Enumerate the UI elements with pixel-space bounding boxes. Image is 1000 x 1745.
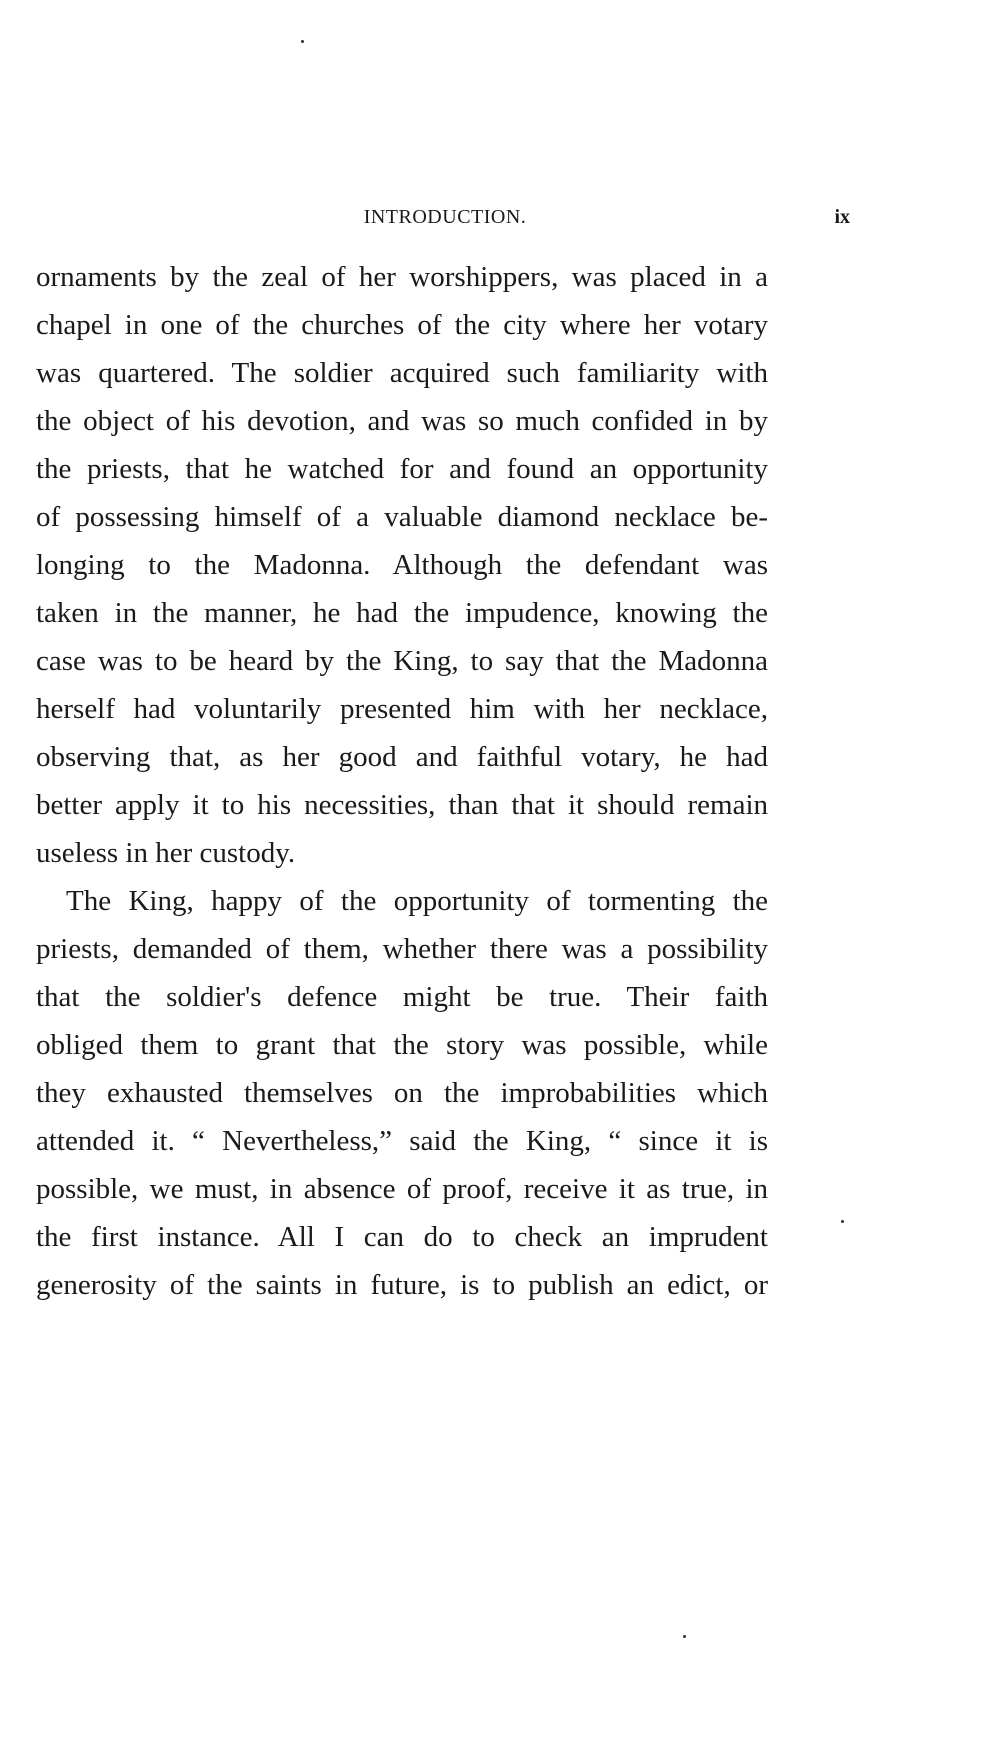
- text-line: generosity of the saints in future, is to publish an edict, or: [36, 1269, 768, 1301]
- text-line: priests, demanded of them, whether there was a possibility: [36, 933, 768, 965]
- text-line: the first instance. All I can do to check an imprudent: [36, 1221, 768, 1253]
- ink-speck-bottom: [683, 1635, 686, 1638]
- text-line: of possessing himself of a valuable diamond necklace be-: [36, 501, 768, 533]
- text-line: obliged them to grant that the story was possible, while: [36, 1029, 768, 1061]
- text-line: was quartered. The soldier acquired such familiarity with: [36, 357, 768, 389]
- text-line: longing to the Madonna. Although the defendant was: [36, 549, 768, 581]
- text-line: attended it. “ Nevertheless,” said the King, “ since it is: [36, 1125, 768, 1157]
- text-line: chapel in one of the churches of the city where her votary: [36, 309, 768, 341]
- text-line: The King, happy of the opportunity of tormenting the: [66, 885, 768, 917]
- text-line: that the soldier's defence might be true. Their faith: [36, 981, 768, 1013]
- text-line: observing that, as her good and faithful votary, he had: [36, 741, 768, 773]
- text-line: case was to be heard by the King, to say that the Madonna: [36, 645, 768, 677]
- running-title: INTRODUCTION.: [363, 206, 527, 228]
- running-head: [40, 206, 850, 236]
- text-line: herself had voluntarily presented him with her necklace,: [36, 693, 768, 725]
- text-line: possible, we must, in absence of proof, receive it as true, in: [36, 1173, 768, 1205]
- ink-speck-top: [301, 40, 304, 43]
- text-line: ornaments by the zeal of her worshippers, was placed in a: [36, 261, 768, 293]
- text-line: taken in the manner, he had the impudence, knowing the: [36, 597, 768, 629]
- ink-speck-right: [841, 1220, 844, 1223]
- text-line: the object of his devotion, and was so much confided in by: [36, 405, 768, 437]
- paragraph: [36, 253, 768, 877]
- text-line: they exhausted themselves on the improbabilities which: [36, 1077, 768, 1109]
- body-text: [36, 253, 768, 1309]
- text-line: better apply it to his necessities, than that it should remain: [36, 789, 768, 821]
- text-line: the priests, that he watched for and found an opportunity: [36, 453, 768, 485]
- page-number: ix: [834, 206, 850, 228]
- paragraph: [36, 877, 768, 1309]
- text-line: useless in her custody.: [36, 837, 296, 869]
